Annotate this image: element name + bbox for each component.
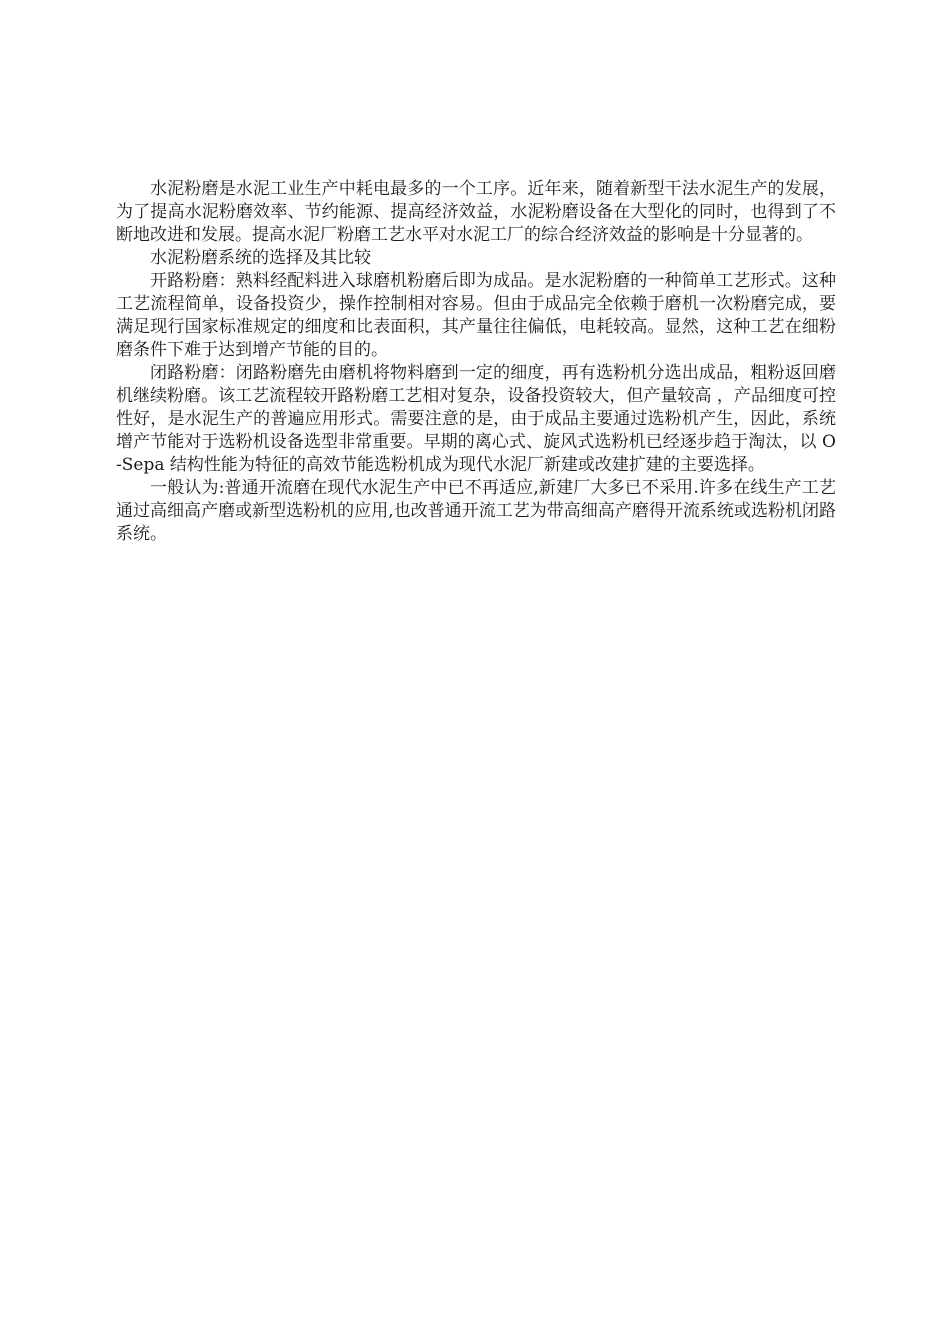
open-circuit-paragraph: 开路粉磨：熟料经配料进入球磨机粉磨后即为成品。是水泥粉磨的一种简单工艺形式。这种工艺流程简单，设备投资少，操作控制相对容易。但由于成品完全依赖于磨机一次粉磨完成，要满足现行国家标准规定的细度和比表面积，其产量往往偏低，电耗较高。显然，这种工艺在细粉磨条件下难于达到增产节能的目的。 [116, 271, 836, 360]
closed-circuit-paragraph: 闭路粉磨：闭路粉磨先由磨机将物料磨到一定的细度，再有选粉机分选出成品，粗粉返回磨机继续粉磨。该工艺流程较开路粉磨工艺相对复杂，设备投资较大，但产量较高 ，产品细度可控性好，是水泥生产的普遍应用形式。需要注意的是，由于成品主要通过选粉机产生，因此，系统增产节能对于选粉机设备选型非常重要。早期的离心式、旋风式选粉机已经逐步趋于淘汰，以 O-Sepa 结构性能为特征的高效节能选粉机成为现代水泥厂新建或改建扩建的主要选择。 [116, 363, 836, 475]
conclusion-paragraph: 一般认为:普通开流磨在现代水泥生产中已不再适应,新建厂大多已不采用.许多在线生产工艺通过高细高产磨或新型选粉机的应用,也改普通开流工艺为带高细高产磨得开流系统或选粉机闭路系统。 [116, 478, 836, 544]
intro-paragraph: 水泥粉磨是水泥工业生产中耗电最多的一个工序。近年来，随着新型干法水泥生产的发展，为了提高水泥粉磨效率、节约能源、提高经济效益，水泥粉磨设备在大型化的同时，也得到了不断地改进和发展。提高水泥厂粉磨工艺水平对水泥工厂的综合经济效益的影响是十分显著的。 [116, 179, 836, 245]
section-heading: 水泥粉磨系统的选择及其比较 [150, 248, 371, 268]
document-body [116, 178, 836, 546]
